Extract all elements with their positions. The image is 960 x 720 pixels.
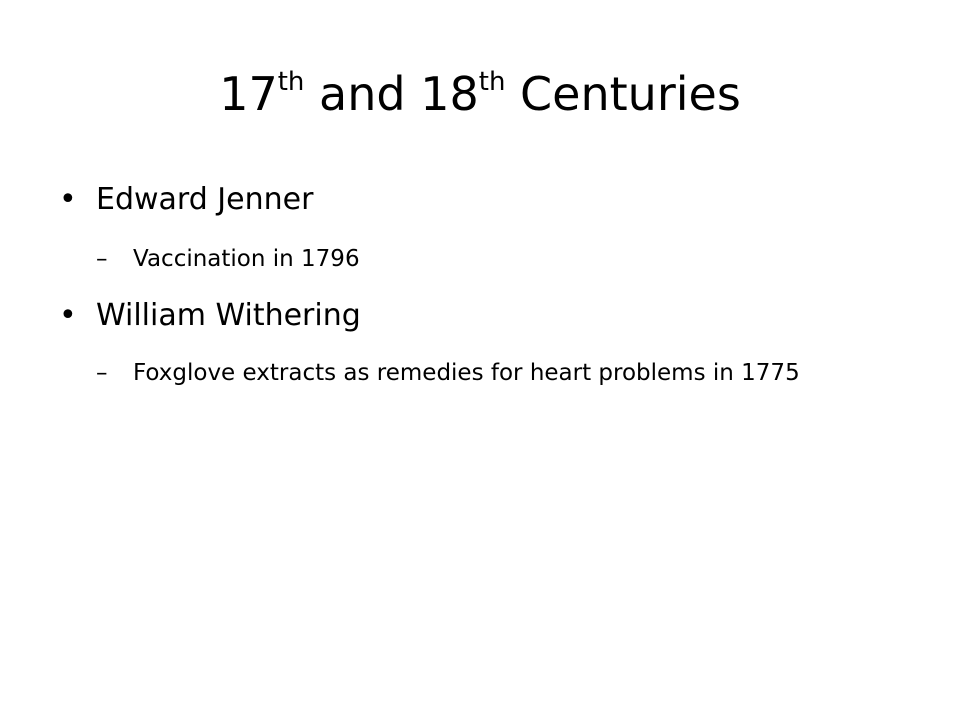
dash-icon: –	[96, 246, 108, 272]
bullet-dot-icon: •	[59, 298, 77, 333]
title-superscript-1: th	[277, 66, 305, 97]
title-prefix: 17	[219, 67, 278, 121]
bullet-label: William Withering	[96, 298, 361, 333]
bullet-item	[59, 297, 361, 335]
dash-icon: –	[96, 360, 108, 386]
bullet-item	[59, 181, 314, 219]
sub-bullet-label: Foxglove extracts as remedies for heart problems in 1775	[133, 360, 800, 386]
sub-bullet-item	[96, 243, 360, 275]
bullet-dot-icon: •	[59, 182, 77, 217]
sub-bullet-label: Vaccination in 1796	[133, 246, 360, 272]
title-middle: and 18	[304, 67, 479, 121]
title-suffix: Centuries	[505, 67, 741, 121]
title-superscript-2: th	[478, 66, 506, 97]
bullet-label: Edward Jenner	[96, 182, 314, 217]
sub-bullet-item	[96, 357, 863, 389]
